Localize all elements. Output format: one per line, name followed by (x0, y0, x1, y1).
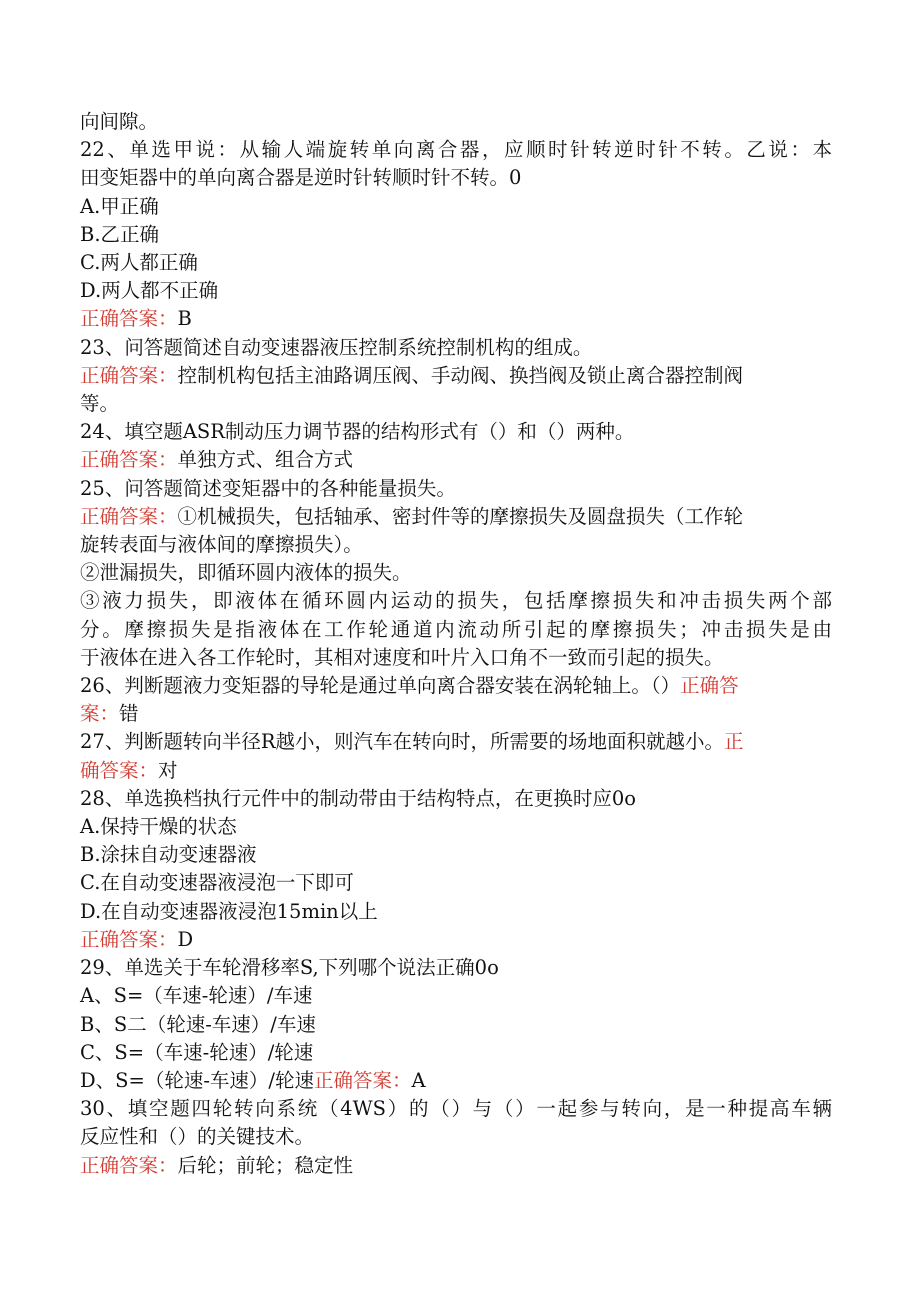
option-c: C.在自动变速器液浸泡一下即可 (80, 871, 354, 895)
text-line: 反应性和（）的关键技术。 (80, 1125, 315, 1149)
option-a: A.甲正确 (80, 194, 159, 218)
option-text: D、S=（轮速-车速）/轮速 (80, 1068, 314, 1092)
question-26 (80, 672, 832, 700)
option-b: B、S二（轮速-车速）/车速 (80, 1012, 316, 1036)
option-c: C.两人都正确 (80, 251, 198, 275)
text-line: 等。 (80, 392, 120, 416)
text-line: 旋转表面与液体间的摩擦损失）。 (80, 533, 363, 557)
answer-value: 单独方式、组合方式 (177, 448, 354, 472)
option-a: A.保持干燥的状态 (80, 815, 237, 839)
question-23: 23、问答题简述自动变速器液压控制系统控制机构的组成。 (80, 335, 593, 359)
answer-label: 正确答案： (80, 927, 178, 951)
question-29: 29、单选关于车轮滑移率S,下列哪个说法正确0o (80, 956, 499, 980)
question-text: 27、判断题转向半径R越小，则汽车在转向时，所需要的场地面积就越小。 (80, 730, 724, 754)
answer-value: ①机械损失，包括轴承、密封件等的摩擦损失及圆盘损失（工作轮 (177, 504, 744, 528)
answer-value: A (411, 1068, 426, 1092)
answer-label: 正确答案： (80, 363, 178, 387)
option-b: B.涂抹自动变速器液 (80, 843, 257, 867)
answer-label: 正确答案： (80, 504, 178, 528)
answer-value: 控制机构包括主油路调压阀、手动阀、换挡阀及锁止离合器控制阀 (177, 363, 744, 387)
answer-value: 对 (158, 758, 178, 782)
option-a: A、S=（车速-轮速）/车速 (80, 984, 313, 1008)
answer-line (80, 926, 832, 954)
text-line: ③液力损失，即液体在循环圆内运动的损失，包括摩擦损失和冲击损失两个部 (80, 589, 832, 613)
question-28: 28、单选换档执行元件中的制动带由于结构特点，在更换时应0o (80, 786, 636, 810)
question-25: 25、问答题简述变矩器中的各种能量损失。 (80, 476, 456, 500)
question-30: 30、填空题四轮转向系统（4WS）的（）与（）一起参与转向，是一种提高车辆 (80, 1097, 832, 1121)
question-27 (80, 728, 832, 756)
answer-line (80, 446, 832, 474)
option-d: D.两人都不正确 (80, 279, 219, 303)
text-line: 于液体在进入各工作轮时，其相对速度和叶片入口角不一致而引起的损失。 (80, 645, 724, 669)
answer-line (80, 757, 832, 785)
answer-label: 正确答案： (314, 1068, 412, 1092)
option-d (80, 1067, 832, 1095)
text-line: 分。摩擦损失是指液体在工作轮通道内流动所引起的摩擦损失；冲击损失是由 (80, 617, 832, 641)
text-line: ②泄漏损失，即循环圆内液体的损失。 (80, 561, 412, 585)
answer-value: 后轮；前轮；稳定性 (177, 1153, 354, 1177)
question-24: 24、填空题ASR制动压力调节器的结构形式有（）和（）两种。 (80, 420, 635, 444)
answer-label: 正确答案： (80, 448, 178, 472)
answer-line (80, 305, 832, 333)
option-c: C、S=（车速-轮速）/轮速 (80, 1040, 314, 1064)
answer-label: 确答案： (80, 758, 159, 782)
answer-line (80, 362, 832, 390)
answer-value: D (177, 927, 194, 951)
answer-label: 正确答案： (80, 307, 178, 331)
answer-line (80, 700, 832, 728)
answer-label: 正 (724, 730, 744, 754)
answer-value: B (177, 307, 192, 331)
text-line: 向间隙。 (80, 110, 159, 133)
answer-value: 错 (119, 702, 139, 726)
question-22: 22、单选甲说：从输人端旋转单向离合器，应顺时针转逆时针不转。乙说：本 (80, 138, 832, 162)
option-d: D.在自动变速器液浸泡15min以上 (80, 899, 378, 923)
answer-label: 正确答案： (80, 1153, 178, 1177)
answer-line (80, 1152, 832, 1180)
option-b: B.乙正确 (80, 222, 160, 246)
answer-line (80, 503, 832, 531)
question-text: 26、判断题液力变矩器的导轮是通过单向离合器安装在涡轮轴上。（） (80, 674, 681, 698)
answer-label: 案： (80, 702, 120, 726)
text-line: 田变矩器中的单向离合器是逆时针转顺时针不转。0 (80, 166, 522, 190)
answer-label: 正确答 (680, 674, 739, 698)
